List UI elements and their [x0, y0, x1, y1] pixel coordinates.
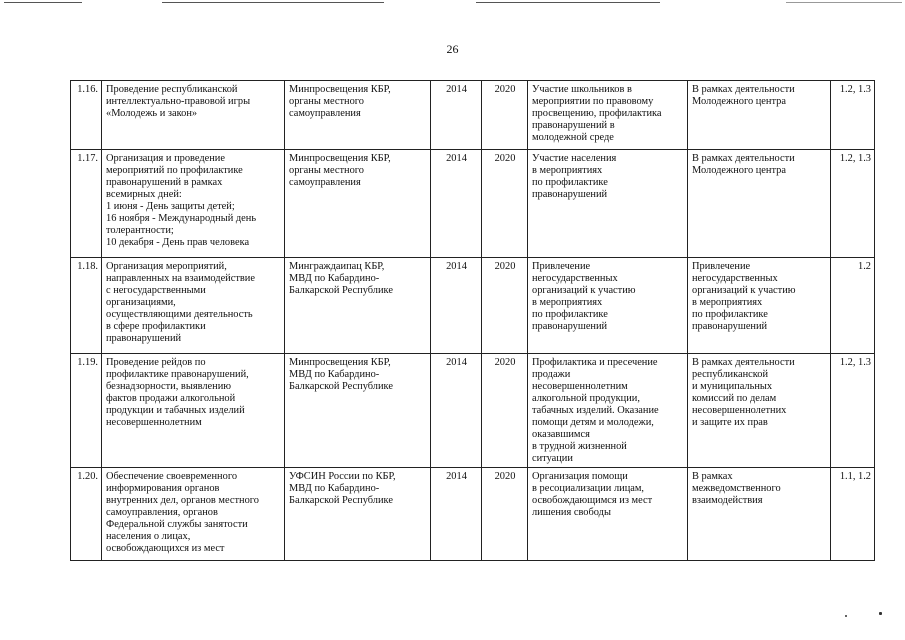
tasks-cell: 1.2, 1.3 [831, 354, 875, 468]
end-year-cell: 2020 [482, 81, 528, 150]
executor-cell: Минпросвещения КБР, органы местного самоуправления [285, 150, 431, 258]
start-year-cell: 2014 [431, 468, 482, 561]
header-rule-2 [162, 2, 384, 3]
start-year-cell: 2014 [431, 258, 482, 354]
tasks-cell: 1.2, 1.3 [831, 150, 875, 258]
end-year-cell: 2020 [482, 468, 528, 561]
funding-cell: В рамках деятельности Молодежного центра [688, 150, 831, 258]
scan-speck [879, 612, 882, 615]
event-cell: Организация и проведение мероприятий по профилактике правонарушений в рамках всемирных дней: 1 июня - День защиты детей; 16 ноября - Международный день толерантности; 10 декабря - День прав человека [102, 150, 285, 258]
funding-cell: В рамках межведомственного взаимодействия [688, 468, 831, 561]
start-year-cell: 2014 [431, 150, 482, 258]
event-cell: Проведение республиканской интеллектуально-правовой игры «Молодежь и закон» [102, 81, 285, 150]
executor-cell: Минпросвещения КБР, МВД по Кабардино- Балкарской Республике [285, 354, 431, 468]
table-row [71, 258, 875, 354]
end-year-cell: 2020 [482, 354, 528, 468]
page-number: 26 [446, 42, 459, 56]
event-cell: Организация мероприятий, направленных на взаимодействие с негосударственными организациями, осуществляющими деятельность в сфере профилактики правонарушений [102, 258, 285, 354]
end-year-cell: 2020 [482, 258, 528, 354]
result-cell: Организация помощи в ресоциализации лицам, освобождающимся из мест лишения свободы [528, 468, 688, 561]
scan-speck [845, 615, 847, 617]
header-rule-4 [786, 2, 902, 3]
row-number: 1.16. [71, 81, 102, 150]
measures-table [70, 80, 875, 561]
result-cell: Профилактика и пресечение продажи несовершеннолетним алкогольной продукции, табачных изделий. Оказание помощи детям и молодежи, оказавшимся в трудной жизненной ситуации [528, 354, 688, 468]
row-number: 1.20. [71, 468, 102, 561]
result-cell: Участие населения в мероприятиях по профилактике правонарушений [528, 150, 688, 258]
start-year-cell: 2014 [431, 81, 482, 150]
table-row [71, 468, 875, 561]
executor-cell: УФСИН России по КБР, МВД по Кабардино- Балкарской Республике [285, 468, 431, 561]
event-cell: Обеспечение своевременного информирования органов внутренних дел, органов местного самоуправления, органов Федеральной службы занятости населения о лицах, освобождающихся из мест [102, 468, 285, 561]
executor-cell: Минпросвещения КБР, органы местного самоуправления [285, 81, 431, 150]
end-year-cell: 2020 [482, 150, 528, 258]
tasks-cell: 1.1, 1.2 [831, 468, 875, 561]
tasks-cell: 1.2 [831, 258, 875, 354]
header-rule-3 [476, 2, 660, 3]
result-cell: Участие школьников в мероприятии по правовому просвещению, профилактика правонарушений в молодежной среде [528, 81, 688, 150]
funding-cell: В рамках деятельности республиканской и муниципальных комиссий по делам несовершеннолетних и защите их прав [688, 354, 831, 468]
table-row [71, 354, 875, 468]
funding-cell: В рамках деятельности Молодежного центра [688, 81, 831, 150]
funding-cell: Привлечение негосударственных организаций к участию в мероприятиях по профилактике правонарушений [688, 258, 831, 354]
header-rule-1 [4, 2, 82, 3]
row-number: 1.17. [71, 150, 102, 258]
result-cell: Привлечение негосударственных организаций к участию в мероприятиях по профилактике правонарушений [528, 258, 688, 354]
row-number: 1.18. [71, 258, 102, 354]
event-cell: Проведение рейдов по профилактике правонарушений, безнадзорности, выявлению фактов продажи алкогольной продукции и табачных изделий несовершеннолетним [102, 354, 285, 468]
tasks-cell: 1.2, 1.3 [831, 81, 875, 150]
table-row [71, 81, 875, 150]
table-row [71, 150, 875, 258]
row-number: 1.19. [71, 354, 102, 468]
start-year-cell: 2014 [431, 354, 482, 468]
executor-cell: Минграждаипац КБР, МВД по Кабардино- Балкарской Республике [285, 258, 431, 354]
